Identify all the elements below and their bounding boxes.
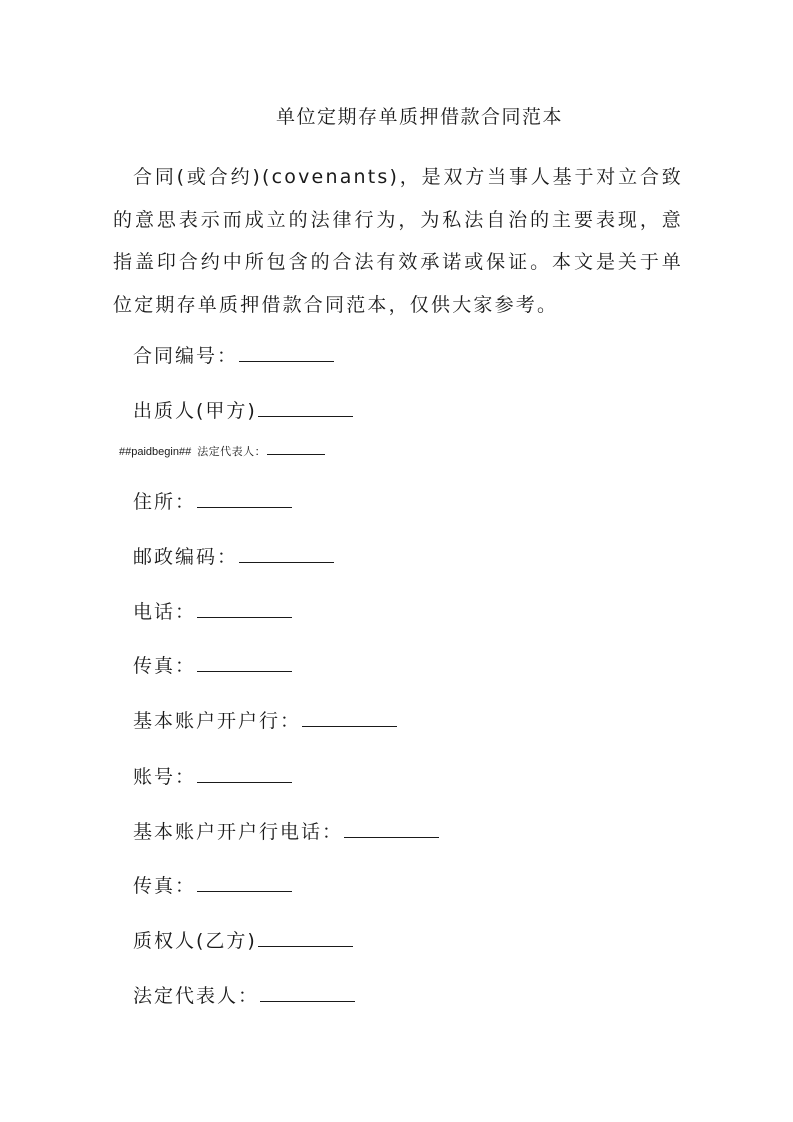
- blank-line: [344, 817, 439, 838]
- field-address: [133, 487, 292, 516]
- blank-line: [197, 762, 292, 783]
- field-fax-2: [133, 871, 292, 900]
- intro-paragraph: 合同(或合约)(covenants)，是双方当事人基于对立合致的意思表示而成立的法律行为，为私法自治的主要表现，意指盖印合约中所包含的合法有效承诺或保证。本文是关于单位定期存单质押借款合同范本，仅供大家参考。: [113, 166, 683, 316]
- field-label: 账号：: [133, 766, 197, 788]
- blank-line: [302, 706, 397, 727]
- field-bank: [133, 706, 397, 735]
- field-label: 住所：: [133, 491, 197, 513]
- blank-line: [197, 487, 292, 508]
- field-label: 法定代表人：: [197, 445, 267, 458]
- field-label: 基本账户开户行：: [133, 710, 302, 732]
- field-label: 法定代表人：: [133, 985, 260, 1007]
- blank-line: [260, 981, 355, 1002]
- field-label: 电话：: [133, 601, 197, 623]
- blank-line: [258, 396, 353, 417]
- field-pledgee: [133, 926, 353, 955]
- blank-line: [197, 871, 292, 892]
- field-account: [133, 762, 292, 791]
- field-legal-rep: [133, 981, 355, 1010]
- blank-line: [239, 341, 334, 362]
- field-label: 质权人(乙方): [133, 930, 257, 952]
- blank-line: [258, 926, 353, 947]
- blank-line: [197, 597, 292, 618]
- field-phone: [133, 597, 292, 626]
- field-label: 出质人(甲方): [133, 400, 257, 422]
- blank-line: [197, 651, 292, 672]
- field-postcode: [133, 542, 334, 571]
- field-legal-rep-small: [119, 443, 325, 460]
- blank-line: [239, 542, 334, 563]
- field-label: 传真：: [133, 655, 197, 677]
- document-title: 单位定期存单质押借款合同范本: [275, 106, 563, 128]
- field-label: 合同编号：: [133, 345, 239, 367]
- field-pledgor: [133, 396, 353, 425]
- paid-marker: ##paidbegin##: [119, 446, 192, 458]
- field-label: 邮政编码：: [133, 546, 239, 568]
- field-label: 基本账户开户行电话：: [133, 821, 344, 843]
- field-fax: [133, 651, 292, 680]
- field-bank-phone: [133, 817, 439, 846]
- field-label: 传真：: [133, 875, 197, 897]
- blank-line: [267, 443, 325, 455]
- field-contract-no: [133, 341, 334, 370]
